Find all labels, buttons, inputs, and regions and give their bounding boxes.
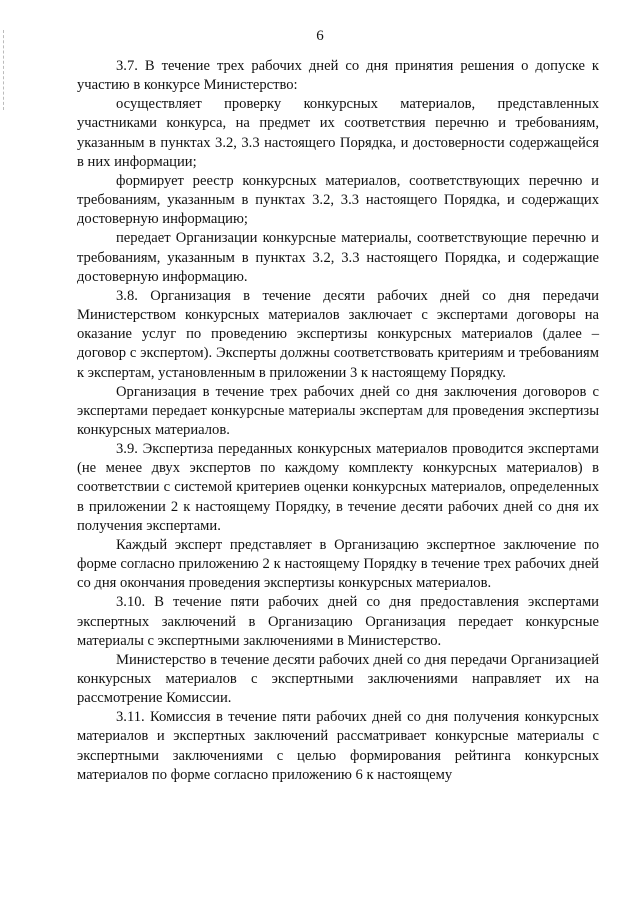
- document-body: [77, 57, 599, 785]
- page-number: 6: [316, 28, 324, 44]
- paragraph-3-10-ministry: Министерство в течение десяти рабочих дней со дня передачи Организацией конкурсных материалов с экспертными заключениями направляет их на рассмотрение Комиссии.: [77, 651, 599, 707]
- paragraph-3-7-transfer: передает Организации конкурсные материалы, соответствующие перечню и требованиям, указанным в пунктах 3.2, 3.3 настоящего Порядка, и содержащие достоверную информацию.: [77, 230, 599, 285]
- paragraph-3-8-transfer: Организация в течение трех рабочих дней со дня заключения договоров с экспертами передает конкурсные материалы экспертам для проведения экспертизы конкурсных материалов.: [77, 383, 599, 438]
- paragraph-3-7-registry: формирует реестр конкурсных материалов, соответствующих перечню и требованиям, указанным в пунктах 3.2, 3.3 настоящего Порядка, и содержащих достоверную информацию;: [77, 172, 599, 228]
- paragraph-3-9-conclusion: Каждый эксперт представляет в Организацию экспертное заключение по форме согласно приложению 2 к настоящему Порядку в течение трех рабочих дней со дня окончания проведения экспертизы конкурсных материалов.: [77, 536, 599, 592]
- paragraph-3-7: 3.7. В течение трех рабочих дней со дня принятия решения о допуске к участию в конкурсе Министерство:: [77, 58, 599, 94]
- paragraph-3-10: 3.10. В течение пяти рабочих дней со дня предоставления экспертами экспертных заключений в Организацию Организация передает конкурсные материалы с экспертными заключениями в Министерство.: [77, 594, 599, 649]
- paragraph-3-9: 3.9. Экспертиза переданных конкурсных материалов проводится экспертами (не менее двух экспертов по каждому комплекту конкурсных материалов) в соответствии с системой критериев оценки конкурсных материалов, определенных в приложении 2 к настоящему Порядку, в течение десяти рабочих дней со дня их получения экспертами.: [77, 441, 599, 534]
- paragraph-3-7-check: осуществляет проверку конкурсных материалов, представленных участниками конкурса, на предмет их соответствия перечню и требованиям, указанным в пунктах 3.2, 3.3 настоящего Порядка, и достоверности содержащейся в них информации;: [77, 96, 599, 170]
- paragraph-3-8: 3.8. Организация в течение десяти рабочих дней со дня передачи Министерством конкурсных материалов заключает с экспертами договоры на оказание услуг по проведению экспертизы конкурсных материалов (далее – договор с экспертом). Эксперты должны соответствовать критериям и требованиям к экспертам, установленным в приложении 3 к настоящему Порядку.: [77, 287, 599, 381]
- paragraph-3-11: 3.11. Комиссия в течение пяти рабочих дней со дня получения конкурсных материалов и экспертных заключений рассматривает конкурсные материалы с экспертными заключениями с целью формирования рейтинга конкурсных материалов по форме согласно приложению 6 к настоящему: [77, 709, 599, 783]
